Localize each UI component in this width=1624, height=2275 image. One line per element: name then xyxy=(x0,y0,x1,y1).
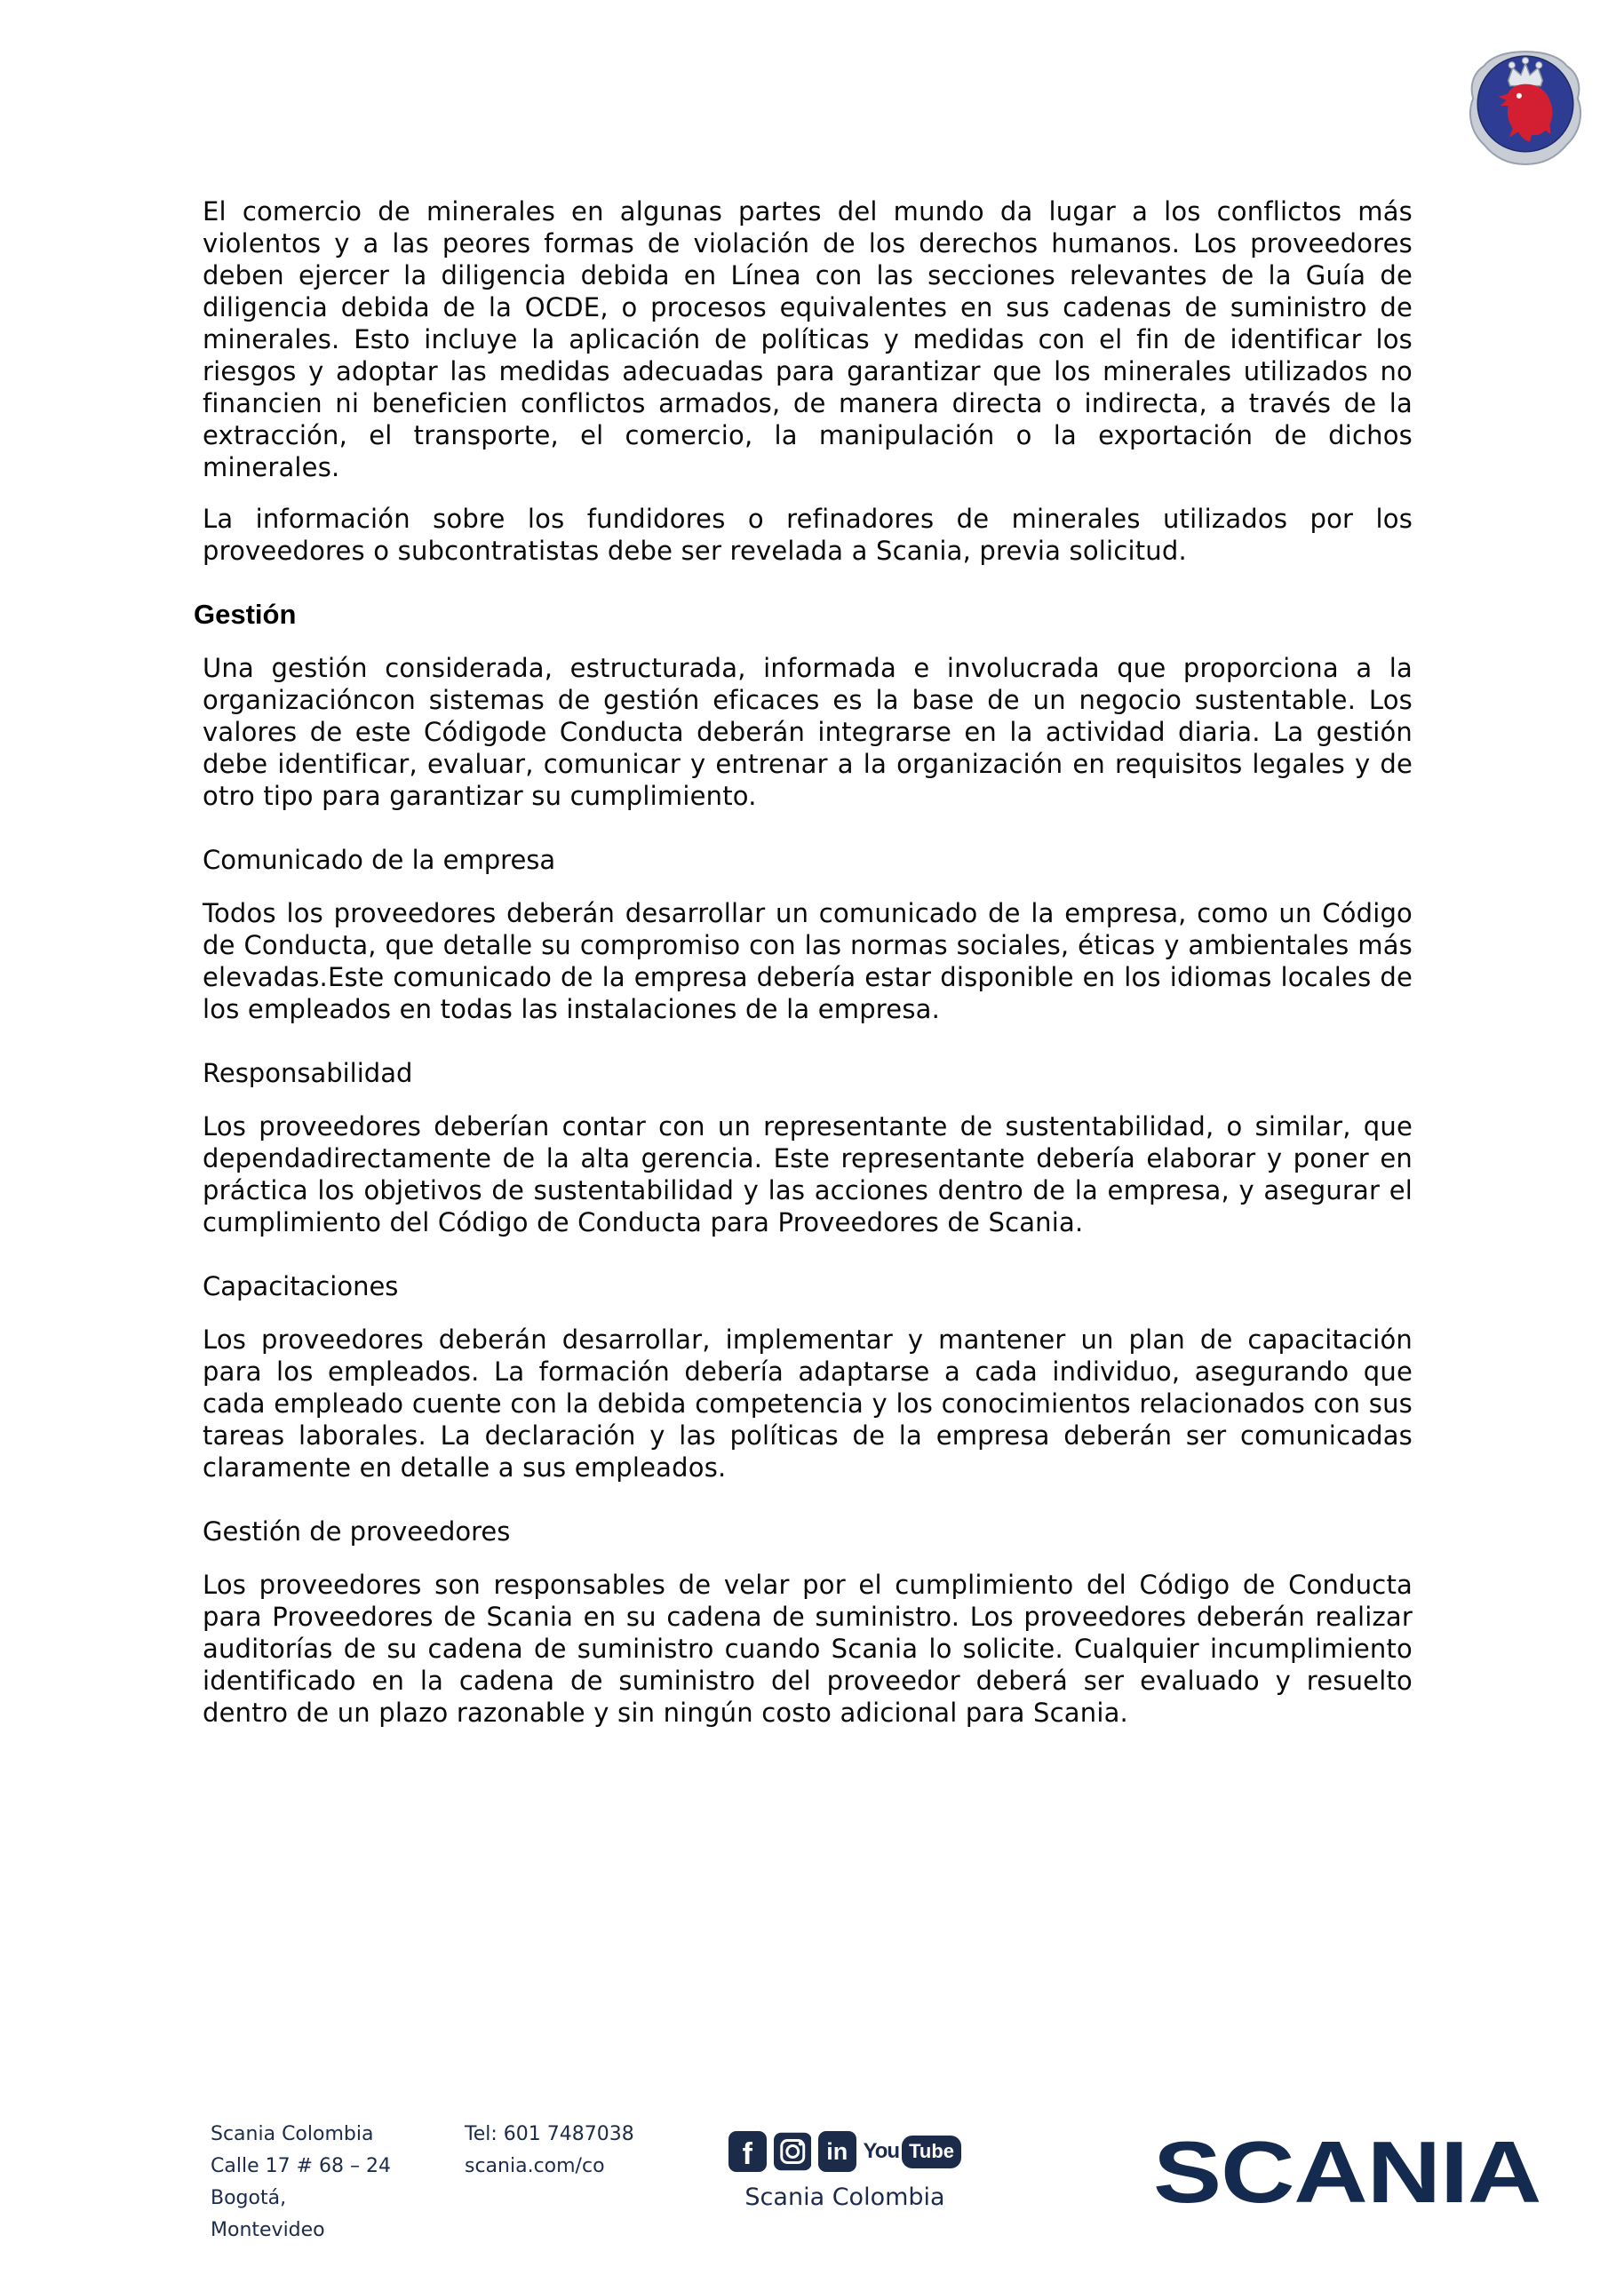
paragraph-management-intro: Una gestión considerada, estructurada, informada e involucrada que proporciona a la organizacióncon sistemas de gestión eficaces es la base de un negocio sustentable. Los valores de este Códigode Conducta deberán integrarse en la actividad diaria. La gestión debe identificar, evaluar, comunicar y entrenar a la organización en requisitos legales y de otro tipo para garantizar su cumplimiento. xyxy=(203,653,1413,811)
paragraph-supplier-management: Los proveedores son responsables de velar por el cumplimiento del Código de Conducta para Proveedores de Scania en su cadena de suministro. Los proveedores deberán realizar auditorías de su cadena de suministro cuando Scania lo solicite. Cualquier incumplimiento identificado en la cadena de suministro del proveedor deberá ser evaluado y resuelto dentro de un plazo razonable y sin ningún costo adicional para Scania. xyxy=(203,1570,1413,1728)
address-line-street: Calle 17 # 68 – 24 xyxy=(211,2155,391,2177)
document-body xyxy=(194,195,1413,1748)
subheading-capacitaciones: Capacitaciones xyxy=(203,1271,399,1301)
social-account-label: Scania Colombia xyxy=(744,2184,945,2211)
paragraph-smelters-info: La información sobre los fundidores o refinadores de minerales utilizados por los proveedores o subcontratistas debe ser revelada a Scania, previa solicitud. xyxy=(203,504,1413,566)
linkedin-icon[interactable] xyxy=(818,2131,856,2172)
address-line-region: Montevideo xyxy=(211,2219,325,2241)
footer-website-link[interactable]: scania.com/co xyxy=(465,2155,605,2177)
scania-griffin-logo xyxy=(1466,46,1585,167)
address-line-city: Bogotá, xyxy=(211,2187,287,2209)
griffin-emblem-icon xyxy=(1466,46,1585,167)
paragraph-minerals-trade: El comercio de minerales en algunas partes del mundo da lugar a los conflictos más violentos y a las peores formas de violación de los derechos humanos. Los proveedores deben ejercer la diligencia debida en Línea con las secciones relevantes de la Guía de diligencia debida de la OCDE, o procesos equivalentes en sus cadenas de suministro de minerales. Esto incluye la aplicación de políticas y medidas con el fin de identificar los riesgos y adoptar las medidas adecuadas para garantizar que los minerales utilizados no financien ni beneficien conflictos armados, de manera directa o indirecta, a través de la extracción, el transporte, el comercio, la manipulación o la exportación de dichos minerales. xyxy=(203,196,1413,482)
instagram-icon[interactable] xyxy=(774,2131,812,2172)
paragraph-training: Los proveedores deberán desarrollar, implementar y mantener un plan de capacitación para los empleados. La formación debería adaptarse a cada individuo, asegurando que cada empleado cuente con la debida competencia y los conocimientos relacionados con sus tareas laborales. La declaración y las políticas de la empresa deberán ser comunicadas claramente en detalle a sus empleados. xyxy=(203,1324,1413,1483)
address-line-company: Scania Colombia xyxy=(211,2123,374,2145)
subheading-comunicado: Comunicado de la empresa xyxy=(203,845,556,875)
footer-social xyxy=(728,2130,961,2211)
paragraph-responsibility: Los proveedores deberían contar con un representante de sustentabilidad, o similar, que dependadirectamente de la alta gerencia. Este representante debería elaborar y poner en práctica los objetivos de sustentabilidad y las acciones dentro de la empresa, y asegurar el cumplimiento del Código de Conducta para Proveedores de Scania. xyxy=(203,1111,1413,1237)
section-heading-gestion: Gestión xyxy=(194,599,297,630)
paragraph-company-statement: Todos los proveedores deberán desarrollar un comunicado de la empresa, como un Código de Conducta, que detalle su compromiso con las normas sociales, éticas y ambientales más elevadas.Este comunicado de la empresa debería estar disponible en los idiomas locales de los empleados en todas las instalaciones de la empresa. xyxy=(203,898,1413,1024)
youtube-icon[interactable] xyxy=(864,2131,961,2172)
social-icon-row xyxy=(728,2130,961,2173)
footer-contact xyxy=(465,2119,634,2183)
linkedin-glyph: in xyxy=(826,2137,848,2165)
subheading-responsabilidad: Responsabilidad xyxy=(203,1058,413,1088)
youtube-tube-badge: Tube xyxy=(902,2136,961,2168)
facebook-glyph: f xyxy=(742,2137,752,2171)
subheading-gestion-proveedores: Gestión de proveedores xyxy=(203,1516,511,1547)
youtube-you-text: You xyxy=(863,2139,900,2163)
footer-phone: Tel: 601 7487038 xyxy=(465,2123,634,2145)
facebook-icon[interactable] xyxy=(728,2131,767,2172)
footer-address xyxy=(211,2119,391,2247)
scania-wordmark-logo: SCANIA xyxy=(1153,2123,1541,2221)
